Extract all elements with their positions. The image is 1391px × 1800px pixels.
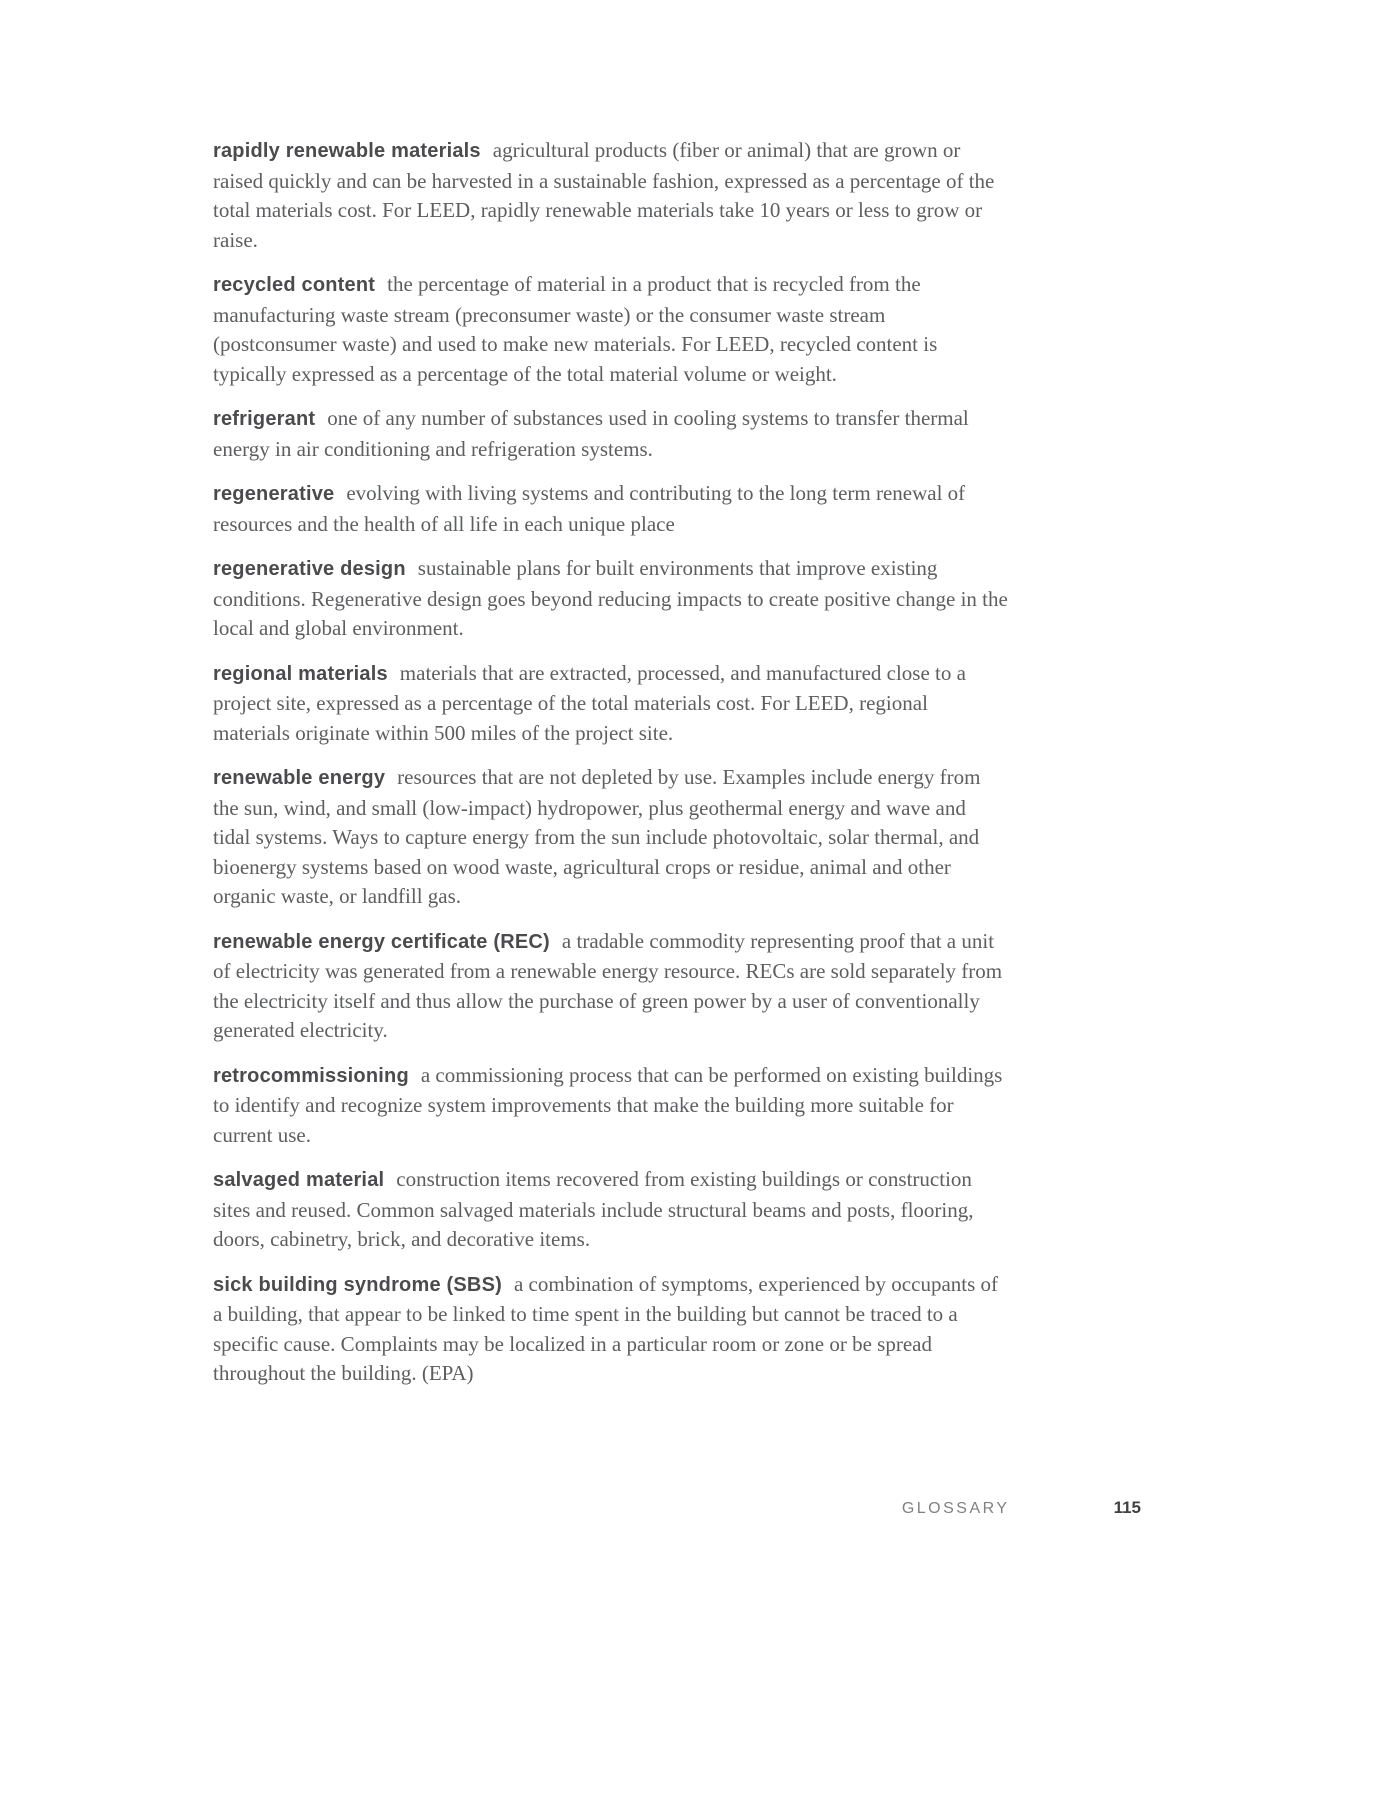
glossary-term: rapidly renewable materials — [213, 140, 481, 162]
page-footer — [213, 1498, 1141, 1518]
glossary-definition: sustainable plans for built environments that improve existing conditions. Regenerative design goes beyond reducing impacts to create positive change in the local and global environment. — [213, 556, 1008, 640]
glossary-entry — [213, 270, 1008, 389]
glossary-entry — [213, 404, 1008, 464]
glossary-entry — [213, 554, 1008, 644]
glossary-term: retrocommissioning — [213, 1064, 409, 1087]
glossary-definition: construction items recovered from existing buildings or construction sites and reused. Common salvaged materials include structural beams and posts, flooring, doors, cabinetry, brick, and decorative items. — [213, 1167, 974, 1251]
glossary-entry — [213, 659, 1008, 749]
glossary-entry — [213, 1165, 1008, 1255]
glossary-entries — [213, 136, 1008, 1404]
glossary-term: recycled content — [213, 274, 376, 296]
glossary-definition: the percentage of material in a product that is recycled from the manufacturing waste stream (preconsumer waste) or the consumer waste stream (postconsumer waste) and used to make new materials. For LEED, recycled content is typically expressed as a percentage of the total material volume or weight. — [213, 272, 938, 386]
glossary-entry — [213, 763, 1008, 912]
glossary-term: regenerative — [213, 483, 335, 505]
glossary-term: renewable energy certificate (REC) — [213, 930, 550, 953]
glossary-definition: agricultural products (fiber or animal) that are grown or raised quickly and can be harvested in a sustainable fashion, expressed as a percentage of the total materials cost. For LEED, rapidly renewable materials take 10 years or less to grow or raise. — [213, 138, 995, 252]
glossary-definition: a tradable commodity representing proof that a unit of electricity was generated from a renewable energy resource. RECs are sold separately from the electricity itself and thus allow the purchase of green power by a user of conventionally generated electricity. — [213, 928, 1003, 1042]
glossary-definition: evolving with living systems and contributing to the long term renewal of resources and the health of all life in each unique place — [213, 481, 966, 536]
glossary-term: regenerative design — [213, 558, 406, 580]
glossary-definition: one of any number of substances used in cooling systems to transfer thermal energy in air conditioning and refrigeration systems. — [213, 406, 969, 461]
glossary-definition: a combination of symptoms, experienced by occupants of a building, that appear to be linked to time spent in the building but cannot be traced to a specific cause. Complaints may be localized in a particular room or zone or be spread throughout the building. (EPA) — [213, 1271, 999, 1385]
glossary-definition: materials that are extracted, processed, and manufactured close to a project site, expressed as a percentage of the total materials cost. For LEED, regional materials originate within 500 miles of the project site. — [213, 660, 966, 745]
glossary-term: salvaged material — [213, 1169, 385, 1191]
glossary-term: refrigerant — [213, 408, 316, 430]
glossary-entry — [213, 1061, 1008, 1151]
glossary-term: regional materials — [213, 662, 388, 685]
glossary-entry — [213, 136, 1008, 255]
footer-section-label: GLOSSARY — [901, 1500, 1010, 1517]
glossary-entry — [213, 1270, 1008, 1389]
glossary-term: sick building syndrome (SBS) — [213, 1273, 502, 1296]
glossary-entry — [213, 479, 1008, 539]
page-number: 115 — [1113, 1498, 1141, 1517]
glossary-definition: resources that are not depleted by use. Examples include energy from the sun, wind, and small (low-impact) hydropower, plus geothermal energy and wave and tidal systems. Ways to capture energy from the sun include photovoltaic, solar thermal, and bioenergy systems based on wood waste, agricultural crops or residue, animal and other organic waste, or landfill gas. — [213, 765, 981, 908]
glossary-definition: a commissioning process that can be performed on existing buildings to identify and recognize system improvements that make the building more suitable for current use. — [213, 1062, 1003, 1147]
glossary-entry — [213, 927, 1008, 1046]
glossary-term: renewable energy — [213, 767, 386, 789]
